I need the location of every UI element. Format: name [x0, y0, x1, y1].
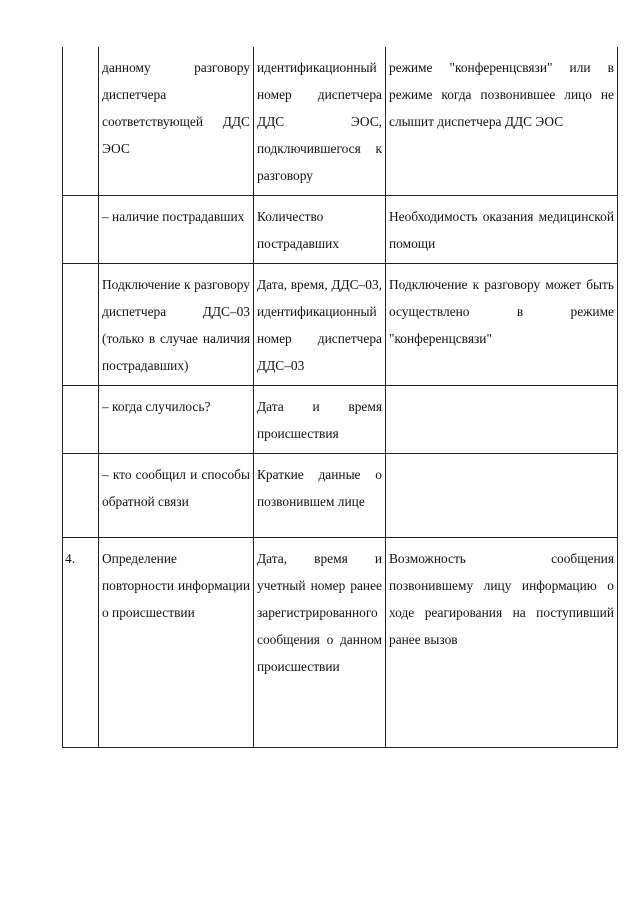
data-cell: Дата, время, ДДС–03, идентификационный номер диспетчера ДДС–03	[254, 264, 386, 386]
data-cell: Количество пострадавших	[254, 196, 386, 264]
note-cell	[386, 386, 618, 454]
row-number	[63, 47, 99, 196]
action-cell: – кто сообщил и способы обратной связи	[99, 454, 254, 538]
data-cell: идентификационный номер диспетчера ДДС ЭОС, подключившегося к разговору	[254, 47, 386, 196]
note-cell: Возможность сообщения позвонившему лицу информацию о ходе реагирования на поступивший ранее вызов	[386, 538, 618, 748]
row-number: 4.	[63, 538, 99, 748]
action-cell: Подключение к разговору диспетчера ДДС–03 (только в случае наличия пострадавших)	[99, 264, 254, 386]
table-row	[63, 47, 618, 196]
table-row	[63, 386, 618, 454]
table-row	[63, 264, 618, 386]
table-row	[63, 454, 618, 538]
data-cell: Дата, время и учетный номер ранее зарегистрированного сообщения о данном происшествии	[254, 538, 386, 748]
action-cell: данному разговору диспетчера соответствующей ДДС ЭОС	[99, 47, 254, 196]
row-number	[63, 264, 99, 386]
row-number	[63, 196, 99, 264]
note-cell	[386, 454, 618, 538]
data-cell: Краткие данные о позвонившем лице	[254, 454, 386, 538]
action-cell: Определение повторности информации о происшествии	[99, 538, 254, 748]
row-number	[63, 386, 99, 454]
action-cell: – когда случилось?	[99, 386, 254, 454]
data-cell: Дата и время происшествия	[254, 386, 386, 454]
table-row	[63, 196, 618, 264]
note-cell: режиме "конференцсвязи" или в режиме когда позвонившее лицо не слышит диспетчера ДДС ЭОС	[386, 47, 618, 196]
document-table	[62, 47, 618, 748]
action-cell: – наличие пострадавших	[99, 196, 254, 264]
note-cell: Необходимость оказания медицинской помощи	[386, 196, 618, 264]
table-row	[63, 538, 618, 748]
row-number	[63, 454, 99, 538]
note-cell: Подключение к разговору может быть осуществлено в режиме "конференцсвязи"	[386, 264, 618, 386]
